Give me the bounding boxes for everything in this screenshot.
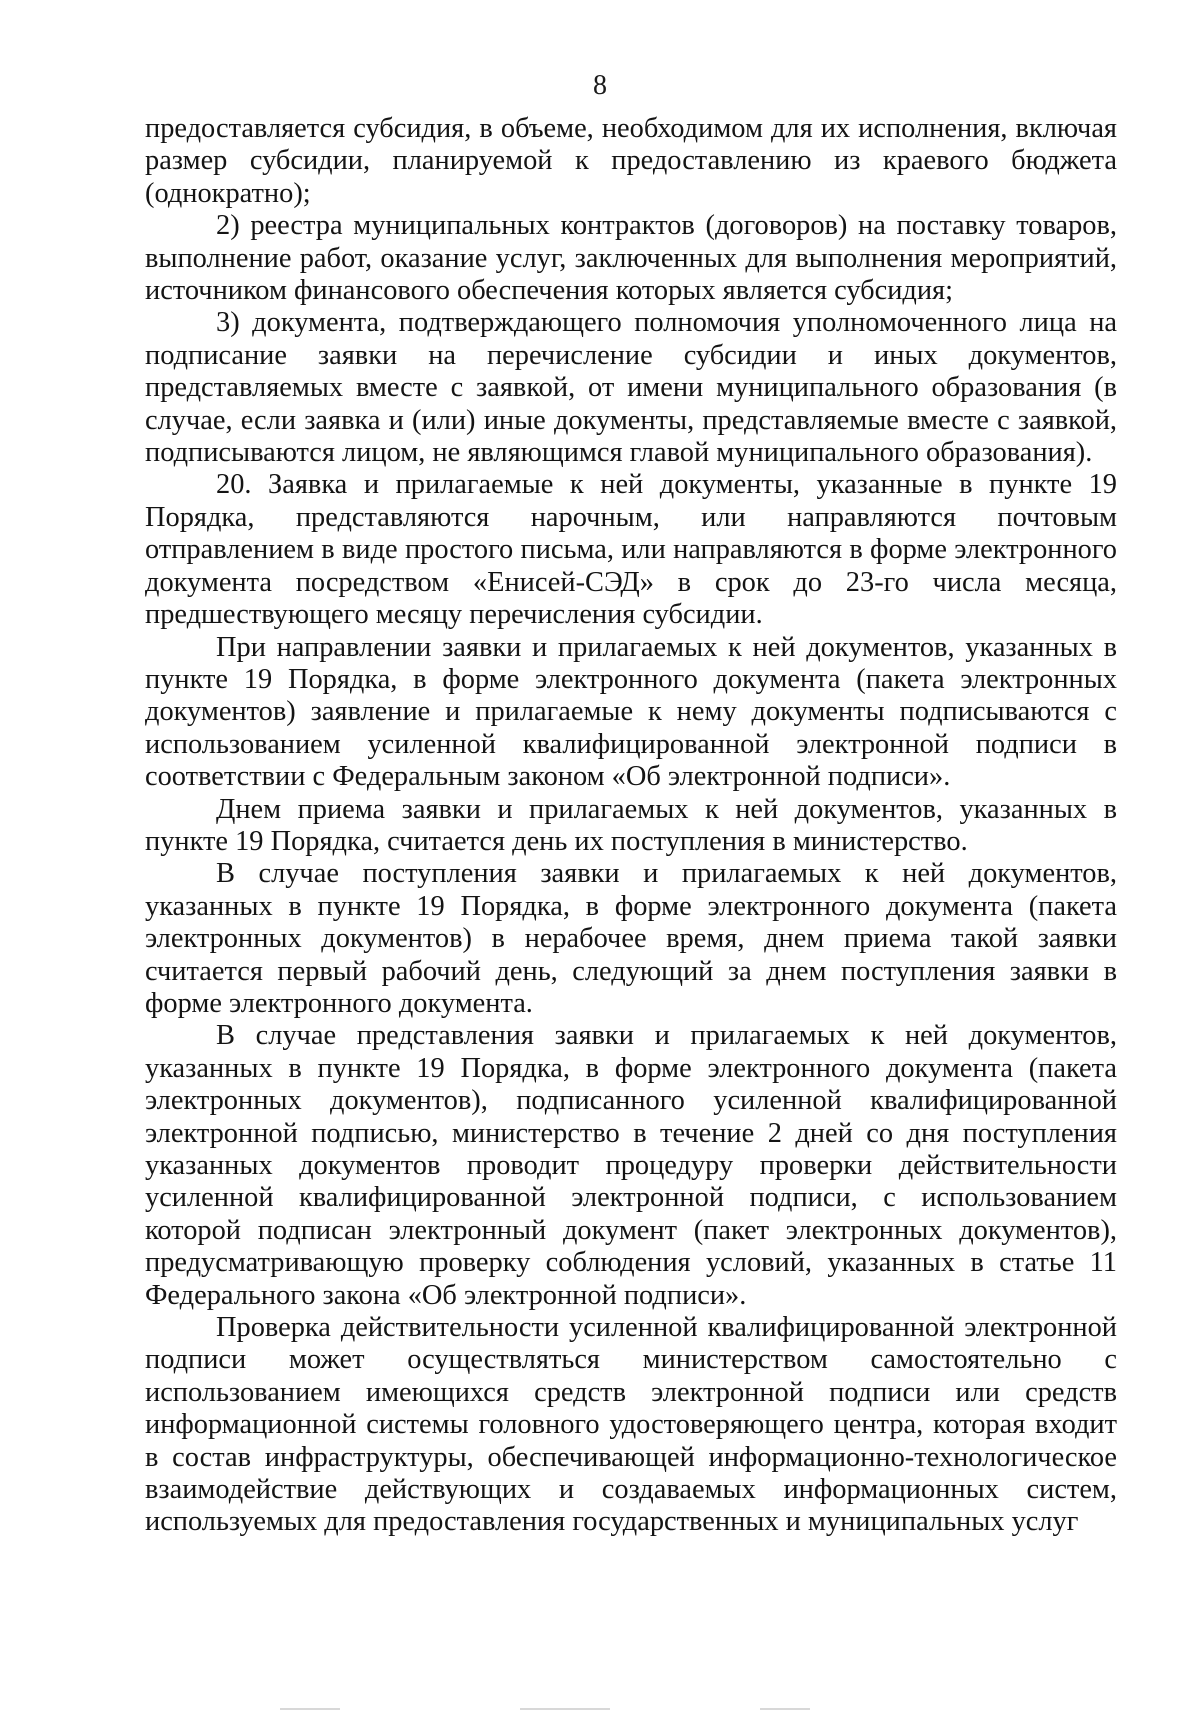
paragraph-verification-method: Проверка действительности усиленной квалифицированной электронной подписи может осуществляться министерством самостоятельно с использованием имеющихся средств электронной подписи или средств информационной системы головного удостоверяющего центра, которая входит в состав инфраструктуры, обеспечивающей информационно-технологическое взаимодействие действующих и создаваемых информационных систем, используемых для предоставления государственных и муниципальных услуг bbox=[145, 1312, 1117, 1538]
paragraph-clause-20: 20. Заявка и прилагаемые к ней документы, указанные в пункте 19 Порядка, представляются нарочным, или направляются почтовым отправлением в виде простого письма, или направляются в форме электронного документа посредством «Енисей-СЭД» в срок до 23-го числа месяца, предшествующего месяцу перечисления субсидии. bbox=[145, 469, 1117, 631]
paragraph-continuation: предоставляется субсидия, в объеме, необходимом для их исполнения, включая размер субсидии, планируемой к предоставлению из краевого бюджета (однократно); bbox=[145, 113, 1117, 209]
document-body bbox=[145, 113, 1117, 1539]
paragraph-receipt-date: Днем приема заявки и прилагаемых к ней документов, указанных в пункте 19 Порядка, считается день их поступления в министерство. bbox=[145, 793, 1117, 857]
page-number: 8 bbox=[593, 70, 607, 101]
paragraph-signature-verification: В случае представления заявки и прилагаемых к ней документов, указанных в пункте 19 Порядка, в форме электронного документа (пакета электронных документов), подписанного усиленной квалифицированной электронной подписью, министерство в течение 2 дней со дня поступления указанных документов проводит процедуру проверки действительности усиленной квалифицированной электронной подписи, с использованием которой подписан электронный документ (пакет электронных документов), предусматривающую проверку соблюдения условий, указанных в статье 11 Федерального закона «Об электронной подписи». bbox=[145, 1020, 1117, 1311]
paragraph-non-working-time: В случае поступления заявки и прилагаемых к ней документов, указанных в пункте 19 Порядка, в форме электронного документа (пакета электронных документов) в нерабочее время, днем приема такой заявки считается первый рабочий день, следующий за днем поступления заявки в форме электронного документа. bbox=[145, 858, 1117, 1019]
scan-edge-artifact bbox=[0, 1700, 1200, 1722]
paragraph-item-2: 2) реестра муниципальных контрактов (договоров) на поставку товаров, выполнение работ, оказание услуг, заключенных для выполнения мероприятий, источником финансового обеспечения которых является субсидия; bbox=[145, 210, 1117, 307]
paragraph-electronic-submission: При направлении заявки и прилагаемых к ней документов, указанных в пункте 19 Порядка, в форме электронного документа (пакета электронных документов) заявление и прилагаемые к нему документы подписываются с использованием усиленной квалифицированной электронной подписи в соответствии с Федеральным законом «Об электронной подписи». bbox=[145, 631, 1117, 793]
paragraph-item-3: 3) документа, подтверждающего полномочия уполномоченного лица на подписание заявки на перечисление субсидии и иных документов, представляемых вместе с заявкой, от имени муниципального образования (в случае, если заявка и (или) иные документы, представляемые вместе с заявкой, подписываются лицом, не являющимся главой муниципального образования). bbox=[145, 307, 1117, 469]
